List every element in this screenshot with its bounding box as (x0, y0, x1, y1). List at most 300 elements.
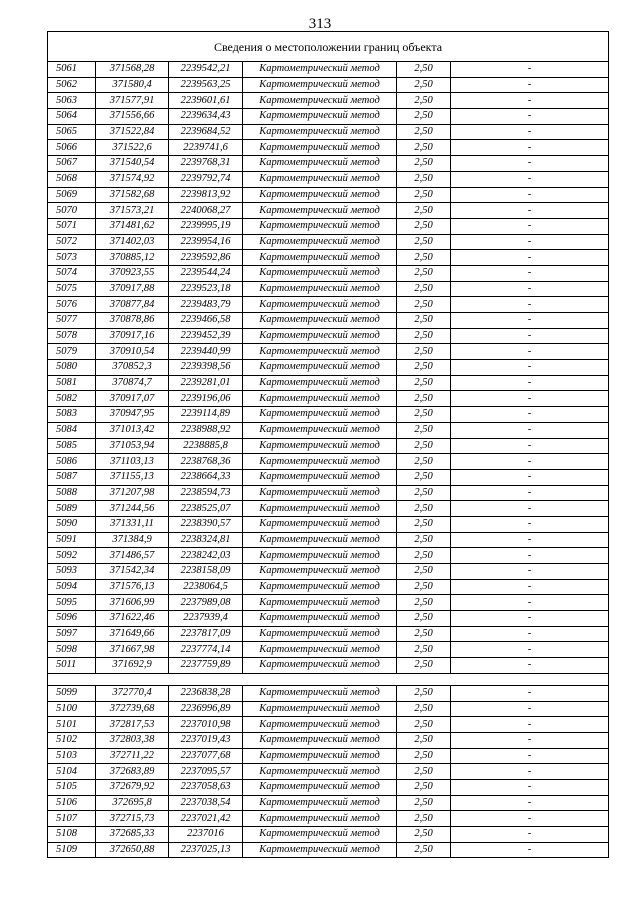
y-coordinate-cell: 2238594,73 (169, 485, 243, 501)
y-coordinate-cell: 2238324,81 (169, 532, 243, 548)
table-row (48, 109, 609, 125)
point-number-cell: 5077 (48, 313, 96, 329)
table-row (48, 626, 609, 642)
description-cell: - (451, 297, 609, 313)
point-number-cell: 5069 (48, 187, 96, 203)
point-number-cell: 5070 (48, 203, 96, 219)
point-number-cell: 5101 (48, 717, 96, 733)
x-coordinate-cell: 371577,91 (96, 93, 169, 109)
table-row (48, 140, 609, 156)
x-coordinate-cell: 371574,92 (96, 171, 169, 187)
table-row (48, 156, 609, 172)
y-coordinate-cell: 2239954,16 (169, 234, 243, 250)
table-row (48, 485, 609, 501)
method-cell: Картометрический метод (243, 344, 397, 360)
description-cell: - (451, 732, 609, 748)
table-row (48, 391, 609, 407)
x-coordinate-cell: 371481,62 (96, 218, 169, 234)
table-row (48, 203, 609, 219)
point-number-cell: 5095 (48, 595, 96, 611)
y-coordinate-cell: 2239542,21 (169, 62, 243, 78)
accuracy-cell: 2,50 (397, 642, 451, 658)
x-coordinate-cell: 371522,6 (96, 140, 169, 156)
accuracy-cell: 2,50 (397, 717, 451, 733)
table-row (48, 658, 609, 674)
accuracy-cell: 2,50 (397, 469, 451, 485)
method-cell: Картометрический метод (243, 140, 397, 156)
accuracy-cell: 2,50 (397, 842, 451, 858)
description-cell: - (451, 93, 609, 109)
y-coordinate-cell: 2236838,28 (169, 685, 243, 701)
y-coordinate-cell: 2237077,68 (169, 748, 243, 764)
accuracy-cell: 2,50 (397, 579, 451, 595)
point-number-cell: 5102 (48, 732, 96, 748)
table-row (48, 360, 609, 376)
x-coordinate-cell: 371568,28 (96, 62, 169, 78)
table-row (48, 764, 609, 780)
table-row (48, 218, 609, 234)
x-coordinate-cell: 372685,33 (96, 827, 169, 843)
method-cell: Картометрический метод (243, 701, 397, 717)
table-row (48, 407, 609, 423)
y-coordinate-cell: 2239741,6 (169, 140, 243, 156)
y-coordinate-cell: 2239601,61 (169, 93, 243, 109)
table-row (48, 548, 609, 564)
table-row (48, 250, 609, 266)
x-coordinate-cell: 370917,07 (96, 391, 169, 407)
x-coordinate-cell: 370910,54 (96, 344, 169, 360)
boundary-table (47, 31, 609, 858)
table-row (48, 595, 609, 611)
method-cell: Картометрический метод (243, 842, 397, 858)
point-number-cell: 5064 (48, 109, 96, 125)
point-number-cell: 5066 (48, 140, 96, 156)
method-cell: Картометрический метод (243, 717, 397, 733)
table-row (48, 93, 609, 109)
point-number-cell: 5076 (48, 297, 96, 313)
y-coordinate-cell: 2237019,43 (169, 732, 243, 748)
accuracy-cell: 2,50 (397, 62, 451, 78)
table-row (48, 234, 609, 250)
accuracy-cell: 2,50 (397, 124, 451, 140)
description-cell: - (451, 764, 609, 780)
method-cell: Картометрический метод (243, 375, 397, 391)
description-cell: - (451, 626, 609, 642)
method-cell: Картометрический метод (243, 171, 397, 187)
method-cell: Картометрический метод (243, 156, 397, 172)
method-cell: Картометрический метод (243, 93, 397, 109)
description-cell: - (451, 344, 609, 360)
table-row (48, 62, 609, 78)
accuracy-cell: 2,50 (397, 779, 451, 795)
point-number-cell: 5098 (48, 642, 96, 658)
description-cell: - (451, 391, 609, 407)
point-number-cell: 5080 (48, 360, 96, 376)
point-number-cell: 5108 (48, 827, 96, 843)
method-cell: Картометрический метод (243, 642, 397, 658)
description-cell: - (451, 124, 609, 140)
table-row (48, 454, 609, 470)
y-coordinate-cell: 2238988,92 (169, 422, 243, 438)
method-cell: Картометрический метод (243, 611, 397, 627)
accuracy-cell: 2,50 (397, 203, 451, 219)
separator-row (48, 673, 609, 685)
accuracy-cell: 2,50 (397, 438, 451, 454)
method-cell: Картометрический метод (243, 811, 397, 827)
point-number-cell: 5074 (48, 265, 96, 281)
point-number-cell: 5011 (48, 658, 96, 674)
method-cell: Картометрический метод (243, 485, 397, 501)
point-number-cell: 5065 (48, 124, 96, 140)
x-coordinate-cell: 371486,57 (96, 548, 169, 564)
table-row (48, 265, 609, 281)
accuracy-cell: 2,50 (397, 564, 451, 580)
y-coordinate-cell: 2239684,52 (169, 124, 243, 140)
accuracy-cell: 2,50 (397, 109, 451, 125)
table-row (48, 811, 609, 827)
accuracy-cell: 2,50 (397, 485, 451, 501)
y-coordinate-cell: 2238768,36 (169, 454, 243, 470)
method-cell: Картометрический метод (243, 297, 397, 313)
point-number-cell: 5104 (48, 764, 96, 780)
description-cell: - (451, 218, 609, 234)
accuracy-cell: 2,50 (397, 422, 451, 438)
x-coordinate-cell: 371556,66 (96, 109, 169, 125)
method-cell: Картометрический метод (243, 764, 397, 780)
table-row (48, 297, 609, 313)
y-coordinate-cell: 2237989,08 (169, 595, 243, 611)
description-cell: - (451, 685, 609, 701)
accuracy-cell: 2,50 (397, 375, 451, 391)
method-cell: Картометрический метод (243, 203, 397, 219)
x-coordinate-cell: 371402,03 (96, 234, 169, 250)
point-number-cell: 5100 (48, 701, 96, 717)
table-row (48, 717, 609, 733)
description-cell: - (451, 516, 609, 532)
point-number-cell: 5072 (48, 234, 96, 250)
x-coordinate-cell: 371649,66 (96, 626, 169, 642)
accuracy-cell: 2,50 (397, 360, 451, 376)
y-coordinate-cell: 2237016 (169, 827, 243, 843)
method-cell: Картометрический метод (243, 422, 397, 438)
table-row (48, 779, 609, 795)
y-coordinate-cell: 2239592,86 (169, 250, 243, 266)
description-cell: - (451, 422, 609, 438)
point-number-cell: 5094 (48, 579, 96, 595)
description-cell: - (451, 642, 609, 658)
description-cell: - (451, 701, 609, 717)
x-coordinate-cell: 372711,22 (96, 748, 169, 764)
y-coordinate-cell: 2237025,13 (169, 842, 243, 858)
point-number-cell: 5105 (48, 779, 96, 795)
point-number-cell: 5063 (48, 93, 96, 109)
x-coordinate-cell: 371576,13 (96, 579, 169, 595)
method-cell: Картометрический метод (243, 827, 397, 843)
x-coordinate-cell: 370947,95 (96, 407, 169, 423)
table-row (48, 564, 609, 580)
point-number-cell: 5071 (48, 218, 96, 234)
method-cell: Картометрический метод (243, 250, 397, 266)
table-row (48, 842, 609, 858)
description-cell: - (451, 827, 609, 843)
accuracy-cell: 2,50 (397, 748, 451, 764)
x-coordinate-cell: 372715,73 (96, 811, 169, 827)
x-coordinate-cell: 372817,53 (96, 717, 169, 733)
point-number-cell: 5079 (48, 344, 96, 360)
accuracy-cell: 2,50 (397, 313, 451, 329)
boundary-table-container (47, 31, 608, 858)
y-coordinate-cell: 2239792,74 (169, 171, 243, 187)
table-row (48, 611, 609, 627)
method-cell: Картометрический метод (243, 469, 397, 485)
accuracy-cell: 2,50 (397, 281, 451, 297)
accuracy-cell: 2,50 (397, 77, 451, 93)
table-row (48, 827, 609, 843)
method-cell: Картометрический метод (243, 595, 397, 611)
method-cell: Картометрический метод (243, 234, 397, 250)
table-row (48, 748, 609, 764)
x-coordinate-cell: 370917,16 (96, 328, 169, 344)
y-coordinate-cell: 2239544,24 (169, 265, 243, 281)
point-number-cell: 5091 (48, 532, 96, 548)
accuracy-cell: 2,50 (397, 218, 451, 234)
accuracy-cell: 2,50 (397, 250, 451, 266)
y-coordinate-cell: 2239768,31 (169, 156, 243, 172)
description-cell: - (451, 501, 609, 517)
description-cell: - (451, 842, 609, 858)
point-number-cell: 5087 (48, 469, 96, 485)
accuracy-cell: 2,50 (397, 701, 451, 717)
description-cell: - (451, 717, 609, 733)
method-cell: Картометрический метод (243, 732, 397, 748)
x-coordinate-cell: 371013,42 (96, 422, 169, 438)
point-number-cell: 5082 (48, 391, 96, 407)
accuracy-cell: 2,50 (397, 548, 451, 564)
page-number: 313 (308, 16, 332, 32)
x-coordinate-cell: 372679,92 (96, 779, 169, 795)
description-cell: - (451, 795, 609, 811)
table-row (48, 732, 609, 748)
description-cell: - (451, 748, 609, 764)
x-coordinate-cell: 371207,98 (96, 485, 169, 501)
method-cell: Картометрический метод (243, 685, 397, 701)
y-coordinate-cell: 2237038,54 (169, 795, 243, 811)
y-coordinate-cell: 2237939,4 (169, 611, 243, 627)
method-cell: Картометрический метод (243, 658, 397, 674)
x-coordinate-cell: 371573,21 (96, 203, 169, 219)
description-cell: - (451, 203, 609, 219)
table-row (48, 313, 609, 329)
table-body-part1 (48, 62, 609, 674)
table-row (48, 171, 609, 187)
x-coordinate-cell: 370877,84 (96, 297, 169, 313)
description-cell: - (451, 187, 609, 203)
accuracy-cell: 2,50 (397, 658, 451, 674)
method-cell: Картометрический метод (243, 218, 397, 234)
table-row (48, 532, 609, 548)
y-coordinate-cell: 2239196,06 (169, 391, 243, 407)
y-coordinate-cell: 2239281,01 (169, 375, 243, 391)
y-coordinate-cell: 2239114,89 (169, 407, 243, 423)
y-coordinate-cell: 2238885,8 (169, 438, 243, 454)
x-coordinate-cell: 371244,56 (96, 501, 169, 517)
method-cell: Картометрический метод (243, 748, 397, 764)
x-coordinate-cell: 371667,98 (96, 642, 169, 658)
y-coordinate-cell: 2238390,57 (169, 516, 243, 532)
point-number-cell: 5062 (48, 77, 96, 93)
x-coordinate-cell: 372650,88 (96, 842, 169, 858)
accuracy-cell: 2,50 (397, 187, 451, 203)
x-coordinate-cell: 371540,54 (96, 156, 169, 172)
point-number-cell: 5088 (48, 485, 96, 501)
table-row (48, 77, 609, 93)
y-coordinate-cell: 2236996,89 (169, 701, 243, 717)
description-cell: - (451, 62, 609, 78)
description-cell: - (451, 469, 609, 485)
description-cell: - (451, 360, 609, 376)
description-cell: - (451, 109, 609, 125)
description-cell: - (451, 438, 609, 454)
table-row (48, 579, 609, 595)
x-coordinate-cell: 371692,9 (96, 658, 169, 674)
accuracy-cell: 2,50 (397, 611, 451, 627)
point-number-cell: 5097 (48, 626, 96, 642)
description-cell: - (451, 454, 609, 470)
description-cell: - (451, 313, 609, 329)
table-row (48, 187, 609, 203)
x-coordinate-cell: 370874,7 (96, 375, 169, 391)
method-cell: Картометрический метод (243, 265, 397, 281)
point-number-cell: 5073 (48, 250, 96, 266)
y-coordinate-cell: 2237759,89 (169, 658, 243, 674)
accuracy-cell: 2,50 (397, 171, 451, 187)
description-cell: - (451, 595, 609, 611)
accuracy-cell: 2,50 (397, 297, 451, 313)
method-cell: Картометрический метод (243, 438, 397, 454)
point-number-cell: 5092 (48, 548, 96, 564)
description-cell: - (451, 250, 609, 266)
table-row (48, 501, 609, 517)
accuracy-cell: 2,50 (397, 516, 451, 532)
y-coordinate-cell: 2237774,14 (169, 642, 243, 658)
method-cell: Картометрический метод (243, 391, 397, 407)
table-row (48, 701, 609, 717)
description-cell: - (451, 579, 609, 595)
accuracy-cell: 2,50 (397, 391, 451, 407)
accuracy-cell: 2,50 (397, 764, 451, 780)
method-cell: Картометрический метод (243, 516, 397, 532)
accuracy-cell: 2,50 (397, 732, 451, 748)
x-coordinate-cell: 371580,4 (96, 77, 169, 93)
description-cell: - (451, 281, 609, 297)
table-row (48, 516, 609, 532)
point-number-cell: 5068 (48, 171, 96, 187)
accuracy-cell: 2,50 (397, 532, 451, 548)
x-coordinate-cell: 371542,34 (96, 564, 169, 580)
description-cell: - (451, 171, 609, 187)
description-cell: - (451, 532, 609, 548)
y-coordinate-cell: 2239634,43 (169, 109, 243, 125)
method-cell: Картометрический метод (243, 579, 397, 595)
table-row (48, 469, 609, 485)
accuracy-cell: 2,50 (397, 328, 451, 344)
y-coordinate-cell: 2238158,09 (169, 564, 243, 580)
description-cell: - (451, 811, 609, 827)
method-cell: Картометрический метод (243, 328, 397, 344)
point-number-cell: 5067 (48, 156, 96, 172)
y-coordinate-cell: 2238242,03 (169, 548, 243, 564)
y-coordinate-cell: 2239440,99 (169, 344, 243, 360)
accuracy-cell: 2,50 (397, 454, 451, 470)
method-cell: Картометрический метод (243, 795, 397, 811)
x-coordinate-cell: 371522,84 (96, 124, 169, 140)
table-row (48, 795, 609, 811)
description-cell: - (451, 234, 609, 250)
x-coordinate-cell: 371622,46 (96, 611, 169, 627)
accuracy-cell: 2,50 (397, 626, 451, 642)
table-row (48, 281, 609, 297)
accuracy-cell: 2,50 (397, 265, 451, 281)
x-coordinate-cell: 370878,86 (96, 313, 169, 329)
accuracy-cell: 2,50 (397, 407, 451, 423)
point-number-cell: 5081 (48, 375, 96, 391)
method-cell: Картометрический метод (243, 124, 397, 140)
table-row (48, 375, 609, 391)
description-cell: - (451, 77, 609, 93)
x-coordinate-cell: 372683,89 (96, 764, 169, 780)
method-cell: Картометрический метод (243, 313, 397, 329)
point-number-cell: 5086 (48, 454, 96, 470)
accuracy-cell: 2,50 (397, 156, 451, 172)
x-coordinate-cell: 372803,38 (96, 732, 169, 748)
description-cell: - (451, 548, 609, 564)
table-row (48, 422, 609, 438)
point-number-cell: 5096 (48, 611, 96, 627)
point-number-cell: 5083 (48, 407, 96, 423)
separator-cell (48, 673, 609, 685)
description-cell: - (451, 407, 609, 423)
accuracy-cell: 2,50 (397, 501, 451, 517)
method-cell: Картометрический метод (243, 626, 397, 642)
y-coordinate-cell: 2239813,92 (169, 187, 243, 203)
table-row (48, 438, 609, 454)
y-coordinate-cell: 2239466,58 (169, 313, 243, 329)
y-coordinate-cell: 2239483,79 (169, 297, 243, 313)
point-number-cell: 5085 (48, 438, 96, 454)
accuracy-cell: 2,50 (397, 234, 451, 250)
method-cell: Картометрический метод (243, 532, 397, 548)
method-cell: Картометрический метод (243, 109, 397, 125)
x-coordinate-cell: 371155,13 (96, 469, 169, 485)
accuracy-cell: 2,50 (397, 140, 451, 156)
y-coordinate-cell: 2237021,42 (169, 811, 243, 827)
y-coordinate-cell: 2239398,56 (169, 360, 243, 376)
method-cell: Картометрический метод (243, 454, 397, 470)
y-coordinate-cell: 2237010,98 (169, 717, 243, 733)
point-number-cell: 5103 (48, 748, 96, 764)
table-body-part2 (48, 685, 609, 858)
x-coordinate-cell: 370923,55 (96, 265, 169, 281)
description-cell: - (451, 265, 609, 281)
description-cell: - (451, 611, 609, 627)
x-coordinate-cell: 370852,3 (96, 360, 169, 376)
accuracy-cell: 2,50 (397, 93, 451, 109)
accuracy-cell: 2,50 (397, 827, 451, 843)
table-title: Сведения о местоположении границ объекта (48, 32, 609, 62)
point-number-cell: 5090 (48, 516, 96, 532)
description-cell: - (451, 140, 609, 156)
x-coordinate-cell: 370917,88 (96, 281, 169, 297)
